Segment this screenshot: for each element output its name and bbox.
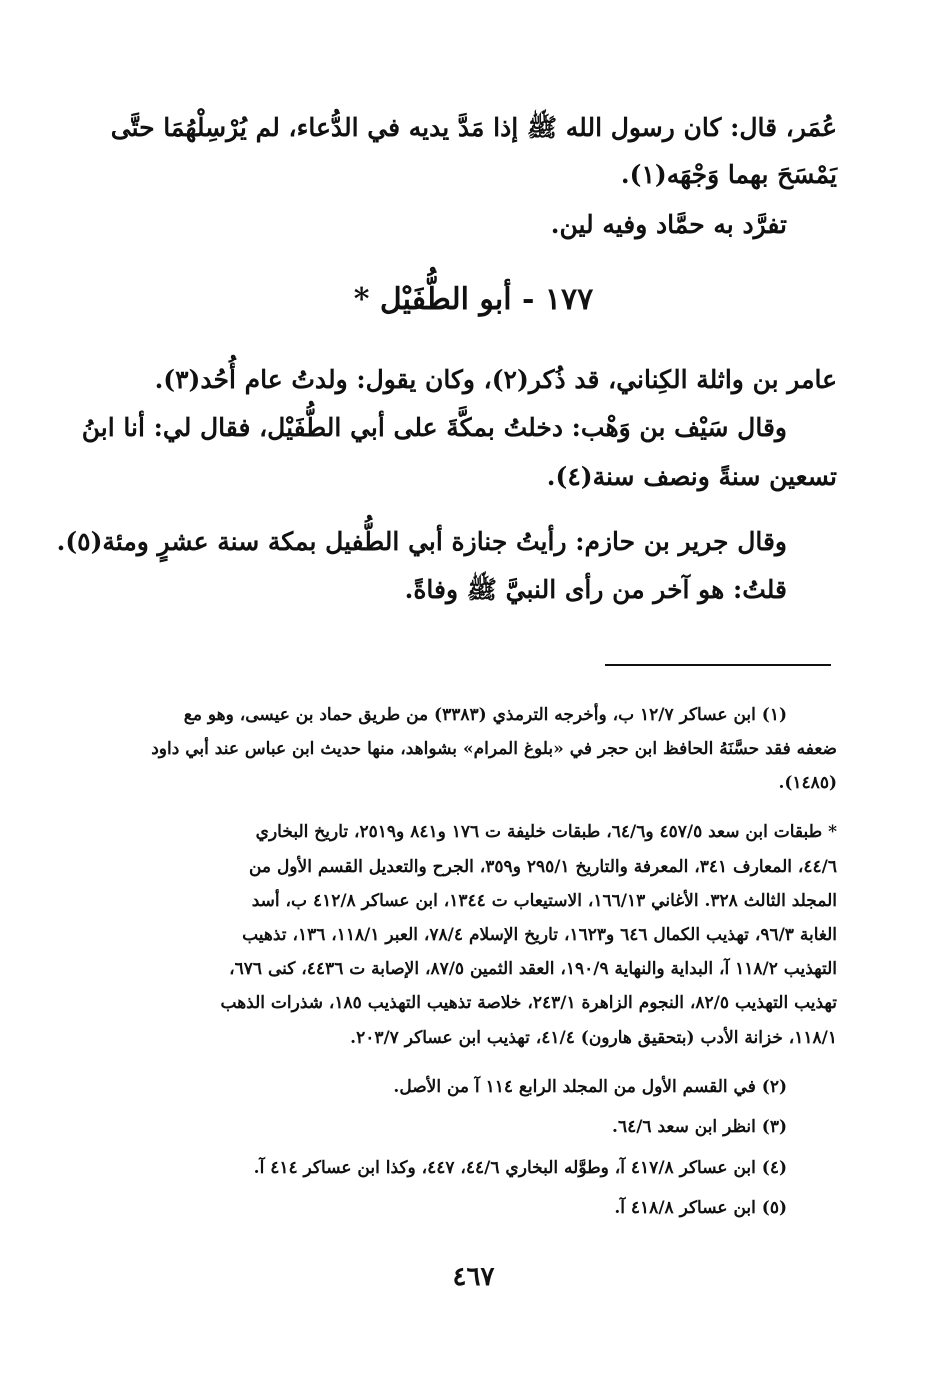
sources-footnote-line: ١١٨/١، خزانة الأدب (بتحقيق هارون) ٤١/٤، تهذيب ابن عساكر ٢٠٣/٧. bbox=[350, 1028, 837, 1048]
footnote-line: ضعفه فقد حسَّنَهُ الحافظ ابن حجر في «بلوغ المرام» بشواهد، منها حديث ابن عباس عند أبي داود bbox=[151, 739, 837, 759]
entry-heading: ١٧٧ - أبو الطُّفَيْل * bbox=[353, 282, 594, 317]
footnote-line: (٥) ابن عساكر ٤١٨/٨ آ. bbox=[614, 1198, 787, 1218]
sources-footnote-line: * طبقات ابن سعد ٤٥٧/٥ و٦٤/٦، طبقات خليفة ت ١٧٦ و٨٤١ و٢٥١٩، تاريخ البخاري bbox=[255, 822, 837, 842]
sources-footnote-line: ٤٤/٦، المعارف ٣٤١، المعرفة والتاريخ ٢٩٥/١ و٣٥٩، الجرح والتعديل القسم الأول من bbox=[248, 857, 837, 877]
footnote-line: (٣) انظر ابن سعد ٦٤/٦. bbox=[612, 1117, 787, 1137]
footnote-line: (١٤٨٥). bbox=[778, 773, 837, 793]
sources-footnote-line: الغابة ٩٦/٣، تهذيب الكمال ٦٤٦ و١٦٢٣، تاريخ الإسلام ٧٨/٤، العبر ١١٨/١، ١٣٦، تذهيب bbox=[242, 925, 837, 945]
entry-text-line: تسعين سنةً ونصف سنة(٤). bbox=[546, 462, 837, 491]
entry-text-line: وقال سَيْف بن وَهْب: دخلتُ بمكَّةَ على أبي الطُّفَيْل، فقال لي: أنا ابنُ bbox=[81, 413, 787, 442]
entry-text-line: قلتُ: هو آخر من رأى النبيَّ ﷺ وفاةً. bbox=[404, 575, 787, 604]
sources-footnote-line: المجلد الثالث ٣٢٨. الأغاني ١٦٦/١٣، الاستيعاب ت ١٣٤٤، ابن عساكر ٤١٢/٨ ب، أسد bbox=[251, 891, 837, 911]
footnote-line: (١) ابن عساكر ١٢/٧ ب، وأخرجه الترمذي (٣٣٨٣) من طريق حماد بن عيسى، وهو مع bbox=[183, 705, 787, 725]
entry-text-line: وقال جرير بن حازم: رأيتُ جنازة أبي الطُّفيل بمكة سنة عشرٍ ومئة(٥). bbox=[56, 527, 787, 556]
body-text-line: يَمْسَحَ بهما وَجْهَه(١). bbox=[620, 160, 837, 189]
page-number: ٤٦٧ bbox=[452, 1262, 495, 1292]
sources-footnote-line: تهذيب التهذيب ٨٢/٥، النجوم الزاهرة ٢٤٣/١، خلاصة تذهيب التهذيب ١٨٥، شذرات الذهب bbox=[220, 993, 837, 1013]
footnote-separator bbox=[605, 664, 831, 666]
body-text-line: تفرَّد به حمَّاد وفيه لين. bbox=[550, 210, 787, 239]
entry-text-line: عامر بن واثلة الكِناني، قد ذُكر(٢)، وكان يقول: ولدتُ عام أُحُد(٣). bbox=[154, 365, 837, 394]
footnote-line: (٢) في القسم الأول من المجلد الرابع ١١٤ آ من الأصل. bbox=[393, 1077, 787, 1097]
sources-footnote-line: التهذيب ١١٨/٢ آ، البداية والنهاية ١٩٠/٩، العقد الثمين ٨٧/٥، الإصابة ت ٤٤٣٦، كنى ٦٧٦، bbox=[229, 959, 837, 979]
footnote-line: (٤) ابن عساكر ٤١٧/٨ آ، وطوَّله البخاري ٤٤/٦، ٤٤٧، وكذا ابن عساكر ٤١٤ آ. bbox=[253, 1158, 787, 1178]
body-text-line: عُمَر، قال: كان رسول الله ﷺ إذا مَدَّ يديه في الدُّعاء، لم يُرْسِلْهُمَا حتَّى bbox=[110, 113, 837, 142]
